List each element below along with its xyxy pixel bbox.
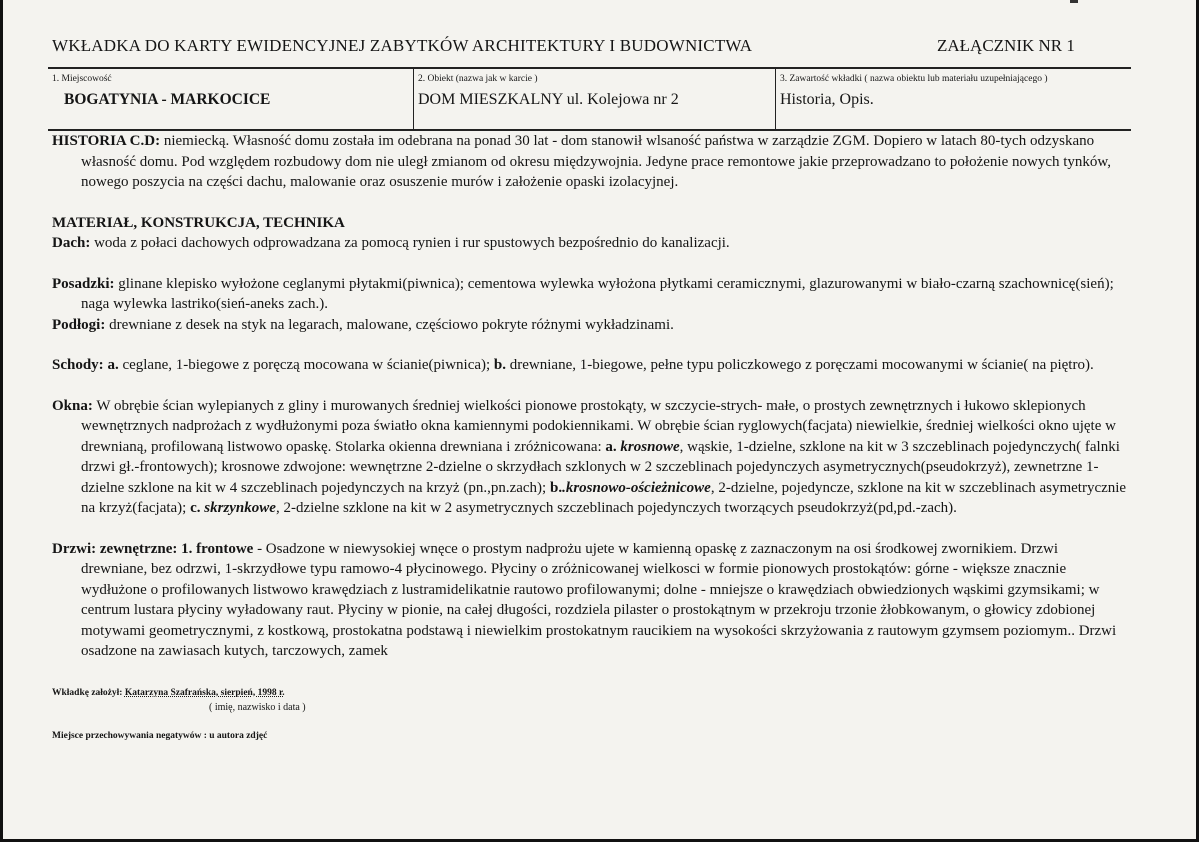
- drzwi-heading: Drzwi: zewnętrzne: 1. frontowe: [52, 540, 254, 557]
- dach-text: woda z połaci dachowych odprowadzana za pomocą rynien i rur spustowych bezpośrednio do kanalizacji.: [90, 235, 730, 251]
- schody-text-b: drewniane, 1-biegowe, pełne typu policzkowego z poręczami mocowanymi w ścianie( na piętro).: [506, 357, 1094, 373]
- section-title: MATERIAŁ, KONSTRUKCJA, TECHNIKA: [52, 214, 345, 231]
- schody-text-a: ceglane, 1-biegowe z poręczą mocowana w ścianie(piwnica);: [118, 357, 494, 373]
- posadzki-paragraph: [52, 274, 1127, 315]
- field-contents-label: 3. Zawartość wkładki ( nazwa obiektu lub materiału uzupełniającego ): [780, 74, 1048, 84]
- okna-text-1: W obrębie ścian wylepianych z gliny i murowanych średniej wielkości pionowe prostokąty, w szczycie-strych- małe, o prostych zewnętrznych i łukowo sklepionych wewnętrznych nadprożach z wydłużonymi poza światło okna kamiennymi podokiennikami. W obrębie ścian ryglowych(facjata) niewielkie, średniej wielkości okno ujęte w drewnianą, profilowaną listwowo opaskę. Stolarka okienna drewniana i zróżnicowana:: [81, 397, 1116, 455]
- schody-a-marker: a.: [107, 357, 119, 373]
- field-object: [413, 69, 775, 129]
- historia-heading: HISTORIA C.D:: [52, 133, 161, 149]
- podlogi-text: drewniane z desek na styk na legarach, malowane, częściowo pokryte różnymi wykładzinami.: [105, 316, 674, 333]
- prepared-by-value: Katarzyna Szafrańska, sierpień, 1998 r.: [124, 688, 285, 698]
- corner-mark: [1070, 0, 1078, 3]
- okna-a-marker: a.: [605, 438, 617, 455]
- drzwi-text: - Osadzone w niewysokiej wnęce o prostym nadprożu ujete w kamienną opaskę z zaznaczonym na osi środkowej zwornikiem. Drzwi drewniane, bez odrzwi, 1-skrzydłowe typu ramowo-4 płycinowego. Płyciny o zróżnicowanej wielkosci w formie pionowych prostokątów: górne - większe znacznie wydłużone o profilowanych listwowo krawędziach z lustramidelikatnie rautowo profilowanymi; dolne - mniejsze o krawędziach obwiedzionych wąskimi gzymsikami; w centrum lustara płyciny wyładowany raut. Płyciny w pionie, na całej długości, rozdziela pilaster o prostokątnym w przekroju trzonie żłobkowanym, o głowicy zdobionej motywami geometrycznymi, z kostkową, prostokatna podstawą i niewielkim prostokatnym raucikiem na wysokości skrzyżowania z rautowym gzymsem poziomym.. Drzwi osadzone na zawiasach kutych, tarczowych, zamek: [81, 540, 1117, 659]
- field-locality: [48, 69, 413, 129]
- field-locality-value: BOGATYNIA - MARKOCICE: [64, 91, 271, 108]
- annex-label: ZAŁĄCZNIK NR 1: [937, 36, 1075, 55]
- posadzki-heading: Posadzki:: [52, 275, 115, 292]
- okna-b-name: .krosnowo-ościeżnicowe: [562, 479, 711, 496]
- prepared-by-label: Wkładkę założył:: [52, 688, 125, 698]
- form-title: WKŁADKA DO KARTY EWIDENCYJNEJ ZABYTKÓW ARCHITEKTURY I BUDOWNICTWA: [52, 36, 753, 55]
- dach-heading: Dach:: [52, 235, 91, 251]
- field-object-value: DOM MIESZKALNY ul. Kolejowa nr 2: [418, 91, 679, 108]
- okna-b-marker: b.: [549, 479, 563, 496]
- podlogi-paragraph: [52, 315, 1127, 336]
- okna-paragraph: [52, 396, 1127, 519]
- okna-text-4: , 2-dzielne szklone na kit w 2 asymetrycznych szczeblinach pojedynczych tworzących pseudokrzyż(pd,pd.-zach).: [275, 500, 957, 516]
- okna-c-marker: c.: [190, 500, 201, 516]
- podlogi-heading: Podłogi:: [52, 316, 106, 333]
- prepared-by-hint: ( imię, nazwisko i data ): [209, 702, 306, 713]
- okna-heading: Okna:: [52, 397, 93, 414]
- schody-b-marker: b.: [493, 357, 507, 373]
- header-fields: [48, 67, 1131, 131]
- okna-a-name: krosnowe: [620, 438, 680, 455]
- drzwi-paragraph: [52, 539, 1127, 662]
- historia-paragraph: [52, 131, 1127, 193]
- field-locality-label: 1. Miejscowość: [52, 74, 112, 84]
- dach-paragraph: [52, 233, 1127, 254]
- field-contents: [775, 69, 1131, 129]
- prepared-by: [52, 688, 285, 698]
- field-contents-value: Historia, Opis.: [780, 91, 874, 108]
- posadzki-text: glinane klepisko wyłożone ceglanymi płytakmi(piwnica); cementowa wylewka wyłożona płytkami ceramicznymi, glazurowanymi w biało-czarną szachownicę(sień); naga wylewka lastriko(sień-aneks zach.).: [81, 275, 1114, 312]
- okna-c-name: skrzynkowe: [204, 500, 276, 516]
- schody-heading: Schody:: [52, 357, 104, 373]
- okna-text-3: , 2-dzielne, pojedyncze, szklone na kit w szczeblinach asymetrycznie na krzyż(facjata);: [81, 479, 1127, 516]
- historia-text: niemiecką. Własność domu została im odebrana na ponad 30 lat - dom stanowił wlsaność państwa w zarządzie ZGM. Dopiero w latach 80-tych odzyskano własność domu. Pod względem rozbudowy dom nie uległ zmianom od okresu międzywojnia. Jedyne prace remontowe jakie przeprowadzano to położenie nowych tynków, nowego poszycia na części dachu, malowanie oraz osuszenie murów i założenie opaski izolacyjnej.: [81, 133, 1111, 190]
- negatives-location: Miejsce przechowywania negatywów : u autora zdjęć: [52, 731, 268, 741]
- field-object-label: 2. Obiekt (nazwa jak w karcie ): [418, 74, 538, 84]
- document-body: [52, 131, 1127, 662]
- schody-paragraph: [52, 355, 1127, 376]
- okna-text-2: , wąskie, 1-dzielne, szklone na kit w 3 szczeblinach pojedynczych( falnki drzwi gł.-frontowych); krosnowe zdwojone: wewnętrzne 2-dzielne o skrzydłach szklonych w 2 szczeblinach pojedynczych asymetrycznych(pseudokrzyż), zewnetrzne 1-dzielne szklone na kit w 4 szczeblinach pojedynczych na krzyż (pn.,pn.zach);: [81, 438, 1120, 496]
